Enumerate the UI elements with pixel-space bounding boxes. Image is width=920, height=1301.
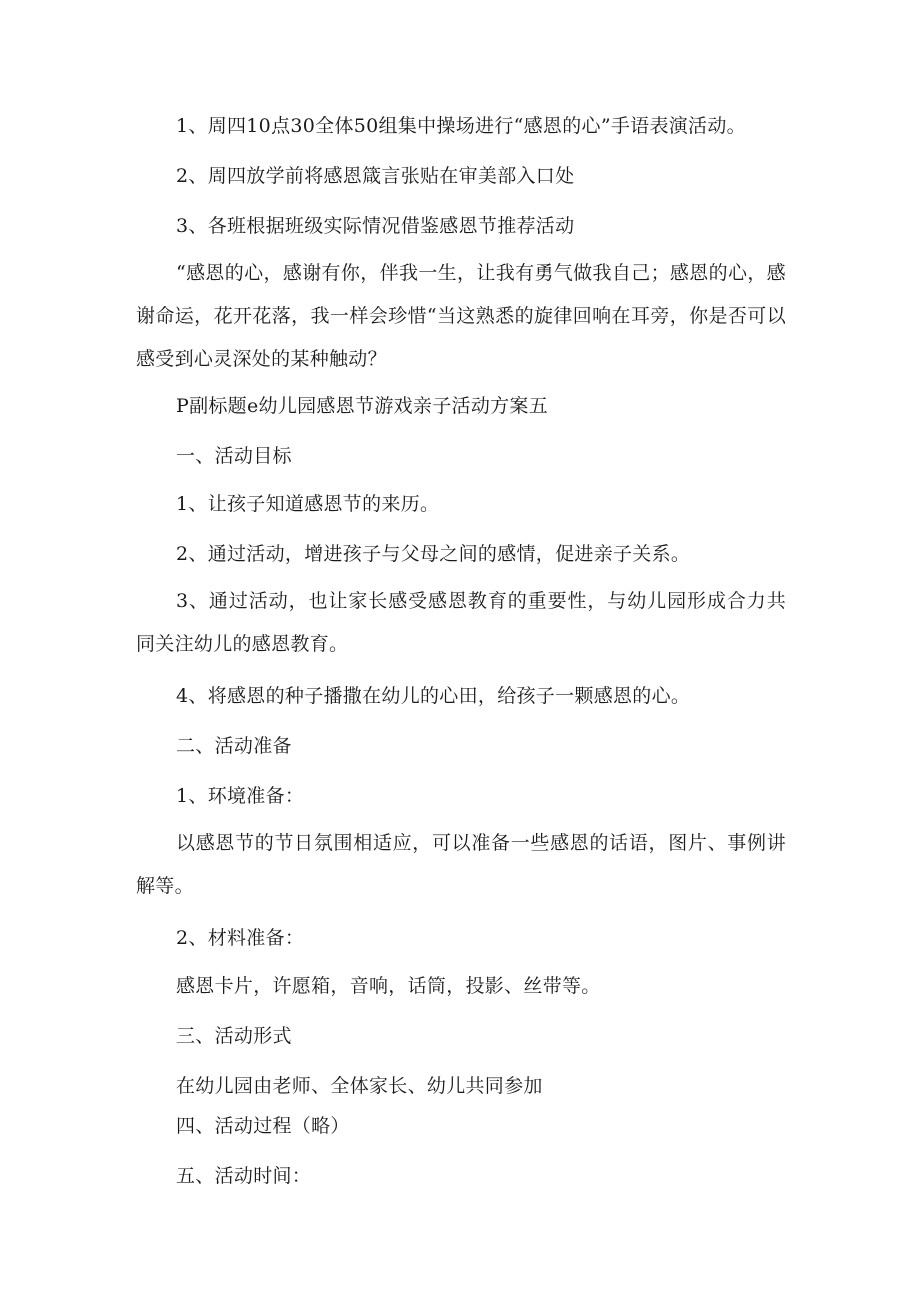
quote-paragraph: “感恩的心，感谢有你，伴我一生，让我有勇气做我自己；感恩的心，感谢命运，花开花落，我一样会珍惜“当这熟悉的旋律回响在耳旁，你是否可以感受到心灵深处的某种触动？: [136, 262, 786, 370]
section-heading-goals: 一、活动目标: [176, 445, 292, 467]
arrangement-item-3: 3、各班根据班级实际情况借鉴感恩节推荐活动: [176, 215, 575, 237]
prep-item-environment: 1、环境准备：: [176, 785, 305, 807]
section-heading-form: 三、活动形式: [176, 1025, 292, 1047]
subtitle: P副标题e幼儿园感恩节游戏亲子活动方案五: [176, 395, 549, 417]
arrangement-item-1: 1、周四10点30全体50组集中操场进行“感恩的心”手语表演活动。: [176, 115, 746, 137]
materials-description: 感恩卡片，许愿箱，音响，话筒，投影、丝带等。: [176, 975, 601, 997]
goal-item-4: 4、将感恩的种子播撒在幼儿的心田，给孩子一颗感恩的心。: [176, 685, 691, 707]
section-heading-time: 五、活动时间：: [176, 1165, 312, 1187]
section-heading-preparation: 二、活动准备: [176, 735, 292, 757]
section-heading-process: 四、活动过程（略）: [176, 1115, 350, 1137]
form-description: 在幼儿园由老师、全体家长、幼儿共同参加: [176, 1075, 543, 1097]
goal-item-3: 3、通过活动，也让家长感受感恩教育的重要性，与幼儿园形成合力共同关注幼儿的感恩教育。: [136, 590, 786, 655]
arrangement-item-2: 2、周四放学前将感恩箴言张贴在审美部入口处: [176, 165, 575, 187]
environment-description: 以感恩节的节日氛围相适应，可以准备一些感恩的话语，图片、事例讲解等。: [136, 832, 786, 897]
prep-item-materials: 2、材料准备：: [176, 927, 305, 949]
goal-item-1: 1、让孩子知道感恩节的来历。: [176, 493, 440, 515]
goal-item-2: 2、通过活动，增进孩子与父母之间的感情，促进亲子关系。: [176, 543, 691, 565]
